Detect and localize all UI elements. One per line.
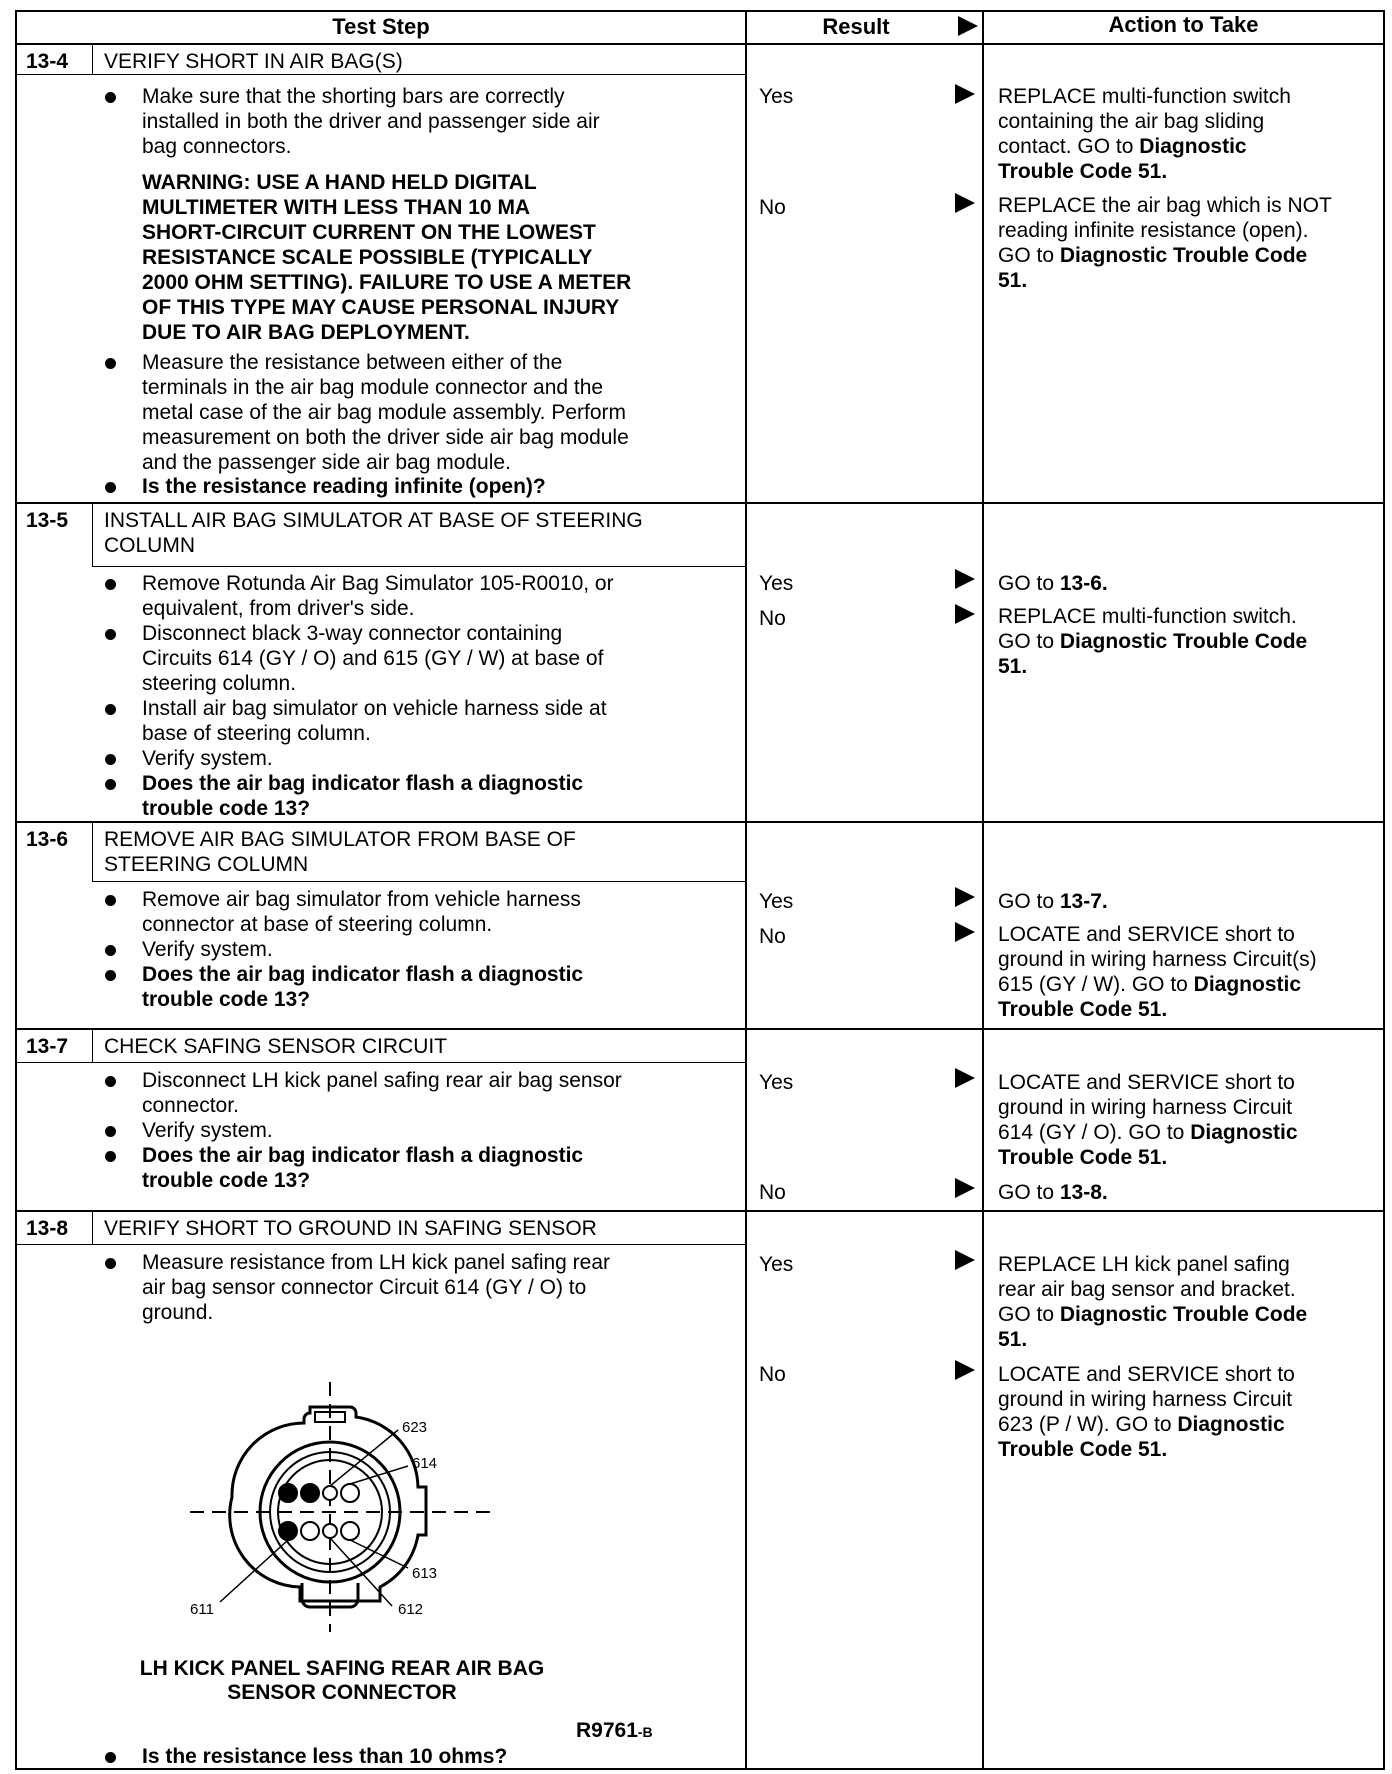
bullet-icon (105, 579, 116, 590)
action-line: Trouble Code 51. (998, 1146, 1168, 1169)
step-number: 13-5 (26, 509, 69, 532)
step-number: 13-8 (26, 1217, 69, 1240)
instruction-line: and the passenger side air bag module. (142, 451, 511, 474)
action-line: LOCATE and SERVICE short to (998, 1363, 1295, 1386)
step-number-divider (92, 1030, 93, 1063)
pin-filled (279, 1484, 297, 1502)
instruction-line: connector at base of steering column. (142, 913, 493, 936)
action-line: LOCATE and SERVICE short to (998, 923, 1295, 946)
result-no: No (759, 1181, 786, 1204)
pin-label-611: 611 (190, 1601, 214, 1618)
pin-label-623: 623 (402, 1419, 428, 1436)
step-title: REMOVE AIR BAG SIMULATOR FROM BASE OF (104, 828, 576, 851)
result-yes: Yes (759, 1071, 794, 1094)
figure-caption: LH KICK PANEL SAFING REAR AIR BAG (139, 1657, 545, 1680)
result-no: No (759, 196, 786, 219)
result-arrow-icon (955, 84, 975, 104)
instruction-line: Measure the resistance between either of the (142, 351, 563, 374)
instruction-line: ground. (142, 1301, 214, 1324)
instruction-line: measurement on both the driver side air bag module (142, 426, 629, 449)
title-underline (92, 566, 745, 567)
bullet-icon (105, 1752, 116, 1763)
pin-label-613: 613 (412, 1565, 438, 1582)
pin-hollow (301, 1522, 319, 1540)
step-number: 13-6 (26, 828, 69, 851)
instruction-line: terminals in the air bag module connector and the (142, 376, 604, 399)
title-underline (15, 1062, 745, 1063)
result-arrow-icon (955, 604, 975, 624)
row-separator (15, 1028, 1385, 1030)
result-column-rule (745, 10, 747, 1770)
action-line: GO to 13-8. (998, 1181, 1108, 1204)
header-result: Result (822, 14, 890, 39)
result-yes: Yes (759, 1253, 794, 1276)
question-line: trouble code 13? (142, 797, 311, 820)
result-arrow-icon (955, 569, 975, 589)
pin-hollow (341, 1484, 359, 1502)
step-title: VERIFY SHORT TO GROUND IN SAFING SENSOR (104, 1217, 597, 1240)
action-line: REPLACE multi-function switch (998, 85, 1291, 108)
bullet-icon (105, 779, 116, 790)
action-line: REPLACE the air bag which is NOT (998, 194, 1332, 217)
result-no: No (759, 925, 786, 948)
bullet-icon (105, 482, 116, 493)
action-line: 623 (P / W). GO to Diagnostic (998, 1413, 1285, 1436)
result-arrow-icon (955, 922, 975, 942)
action-line: LOCATE and SERVICE short to (998, 1071, 1295, 1094)
warning-line: DUE TO AIR BAG DEPLOYMENT. (142, 321, 470, 344)
result-arrow-icon (955, 1178, 975, 1198)
result-arrow-icon (955, 1360, 975, 1380)
action-column-rule (982, 10, 984, 1770)
row-separator (15, 502, 1385, 504)
pin-label-614: 614 (412, 1455, 438, 1472)
action-line: containing the air bag sliding (998, 110, 1265, 133)
instruction-line: metal case of the air bag module assembly. Perform (142, 401, 626, 424)
warning-line: OF THIS TYPE MAY CAUSE PERSONAL INJURY (142, 296, 620, 319)
header-bottom-border (15, 43, 1385, 45)
bullet-icon (105, 1258, 116, 1269)
bullet-icon (105, 92, 116, 103)
instruction-line: air bag sensor connector Circuit 614 (GY / O) to (142, 1276, 587, 1299)
result-yes: Yes (759, 890, 794, 913)
result-no: No (759, 1363, 786, 1386)
instruction-line: Make sure that the shorting bars are correctly (142, 85, 565, 108)
result-yes: Yes (759, 572, 794, 595)
action-line: 51. (998, 1328, 1028, 1351)
action-line: REPLACE LH kick panel safing (998, 1253, 1290, 1276)
action-line: GO to Diagnostic Trouble Code (998, 630, 1308, 653)
result-arrow-icon (955, 1250, 975, 1270)
action-line: GO to 13-7. (998, 890, 1108, 913)
bullet-icon (105, 629, 116, 640)
instruction-line: base of steering column. (142, 722, 371, 745)
title-underline (92, 881, 745, 882)
bullet-icon (105, 945, 116, 956)
bullet-icon (105, 1151, 116, 1162)
action-line: Trouble Code 51. (998, 998, 1168, 1021)
row-separator (15, 821, 1385, 823)
instruction-line: Remove air bag simulator from vehicle harness (142, 888, 581, 911)
step-title: INSTALL AIR BAG SIMULATOR AT BASE OF STEERING (104, 509, 643, 532)
pin-filled (301, 1484, 319, 1502)
action-line: GO to 13-6. (998, 572, 1108, 595)
figure-caption: SENSOR CONNECTOR (227, 1681, 457, 1704)
header-arrow-icon (958, 16, 978, 36)
question-line: trouble code 13? (142, 988, 311, 1011)
step-number-divider (92, 504, 93, 567)
header-test-step: Test Step (332, 14, 430, 39)
question-line: Is the resistance less than 10 ohms? (142, 1745, 508, 1768)
connector-diagram (180, 1370, 510, 1650)
pin-label-612: 612 (398, 1601, 424, 1618)
step-title: CHECK SAFING SENSOR CIRCUIT (104, 1035, 448, 1058)
result-yes: Yes (759, 85, 794, 108)
title-underline (15, 74, 745, 75)
pin-filled (279, 1522, 297, 1540)
action-line: reading infinite resistance (open). (998, 219, 1309, 242)
warning-line: RESISTANCE SCALE POSSIBLE (TYPICALLY (142, 246, 593, 269)
pin-hollow (323, 1524, 337, 1538)
action-line: ground in wiring harness Circuit (998, 1096, 1293, 1119)
instruction-line: Disconnect black 3-way connector containing (142, 622, 563, 645)
action-line: 51. (998, 269, 1028, 292)
warning-line: 2000 OHM SETTING). FAILURE TO USE A METER (142, 271, 632, 294)
instruction-line: bag connectors. (142, 135, 292, 158)
question-line: Is the resistance reading infinite (open)? (142, 475, 546, 498)
action-line: 614 (GY / O). GO to Diagnostic (998, 1121, 1298, 1144)
title-underline (15, 1244, 745, 1245)
step-number-divider (92, 823, 93, 882)
result-no: No (759, 607, 786, 630)
action-line: rear air bag sensor and bracket. (998, 1278, 1296, 1301)
result-arrow-icon (955, 1068, 975, 1088)
bullet-icon (105, 358, 116, 369)
instruction-line: Verify system. (142, 1119, 273, 1142)
action-line: GO to Diagnostic Trouble Code (998, 244, 1308, 267)
table-right-border (1383, 10, 1385, 1770)
instruction-line: Remove Rotunda Air Bag Simulator 105-R0010, or (142, 572, 614, 595)
result-arrow-icon (955, 887, 975, 907)
instruction-line: connector. (142, 1094, 239, 1117)
instruction-line: equivalent, from driver's side. (142, 597, 415, 620)
action-line: Trouble Code 51. (998, 160, 1168, 183)
step-title: STEERING COLUMN (104, 853, 309, 876)
bullet-icon (105, 970, 116, 981)
warning-line: SHORT-CIRCUIT CURRENT ON THE LOWEST (142, 221, 596, 244)
table-left-border (15, 10, 17, 1770)
action-line: 615 (GY / W). GO to Diagnostic (998, 973, 1302, 996)
question-line: Does the air bag indicator flash a diagnostic (142, 963, 584, 986)
question-line: trouble code 13? (142, 1169, 311, 1192)
instruction-line: Verify system. (142, 938, 273, 961)
warning-line: MULTIMETER WITH LESS THAN 10 MA (142, 196, 531, 219)
bullet-icon (105, 754, 116, 765)
step-number: 13-4 (26, 50, 69, 73)
action-line: Trouble Code 51. (998, 1438, 1168, 1461)
instruction-line: steering column. (142, 672, 297, 695)
question-line: Does the air bag indicator flash a diagnostic (142, 772, 584, 795)
header-action: Action to Take (1108, 12, 1259, 37)
instruction-line: Install air bag simulator on vehicle harness side at (142, 697, 607, 720)
step-title: VERIFY SHORT IN AIR BAG(S) (104, 50, 403, 73)
result-arrow-icon (955, 193, 975, 213)
instruction-line: Circuits 614 (GY / O) and 615 (GY / W) at base of (142, 647, 604, 670)
question-line: Does the air bag indicator flash a diagnostic (142, 1144, 584, 1167)
action-line: ground in wiring harness Circuit(s) (998, 948, 1317, 971)
bullet-icon (105, 895, 116, 906)
step-title: COLUMN (104, 534, 196, 557)
step-number-divider (92, 1212, 93, 1245)
pin-hollow (323, 1486, 337, 1500)
instruction-line: Disconnect LH kick panel safing rear air bag sensor (142, 1069, 622, 1092)
bullet-icon (105, 1126, 116, 1137)
instruction-line: Measure resistance from LH kick panel safing rear (142, 1251, 611, 1274)
row-separator (15, 1210, 1385, 1212)
action-line: REPLACE multi-function switch. (998, 605, 1297, 628)
figure-reference: R9761-B (576, 1719, 653, 1742)
bullet-icon (105, 1076, 116, 1087)
step-number-divider (92, 45, 93, 75)
bullet-icon (105, 704, 116, 715)
instruction-line: installed in both the driver and passenger side air (142, 110, 600, 133)
action-line: ground in wiring harness Circuit (998, 1388, 1293, 1411)
step-number: 13-7 (26, 1035, 69, 1058)
warning-line: WARNING: USE A HAND HELD DIGITAL (142, 171, 537, 194)
action-line: GO to Diagnostic Trouble Code (998, 1303, 1308, 1326)
instruction-line: Verify system. (142, 747, 273, 770)
action-line: contact. GO to Diagnostic (998, 135, 1247, 158)
pin-hollow (341, 1522, 359, 1540)
action-line: 51. (998, 655, 1028, 678)
